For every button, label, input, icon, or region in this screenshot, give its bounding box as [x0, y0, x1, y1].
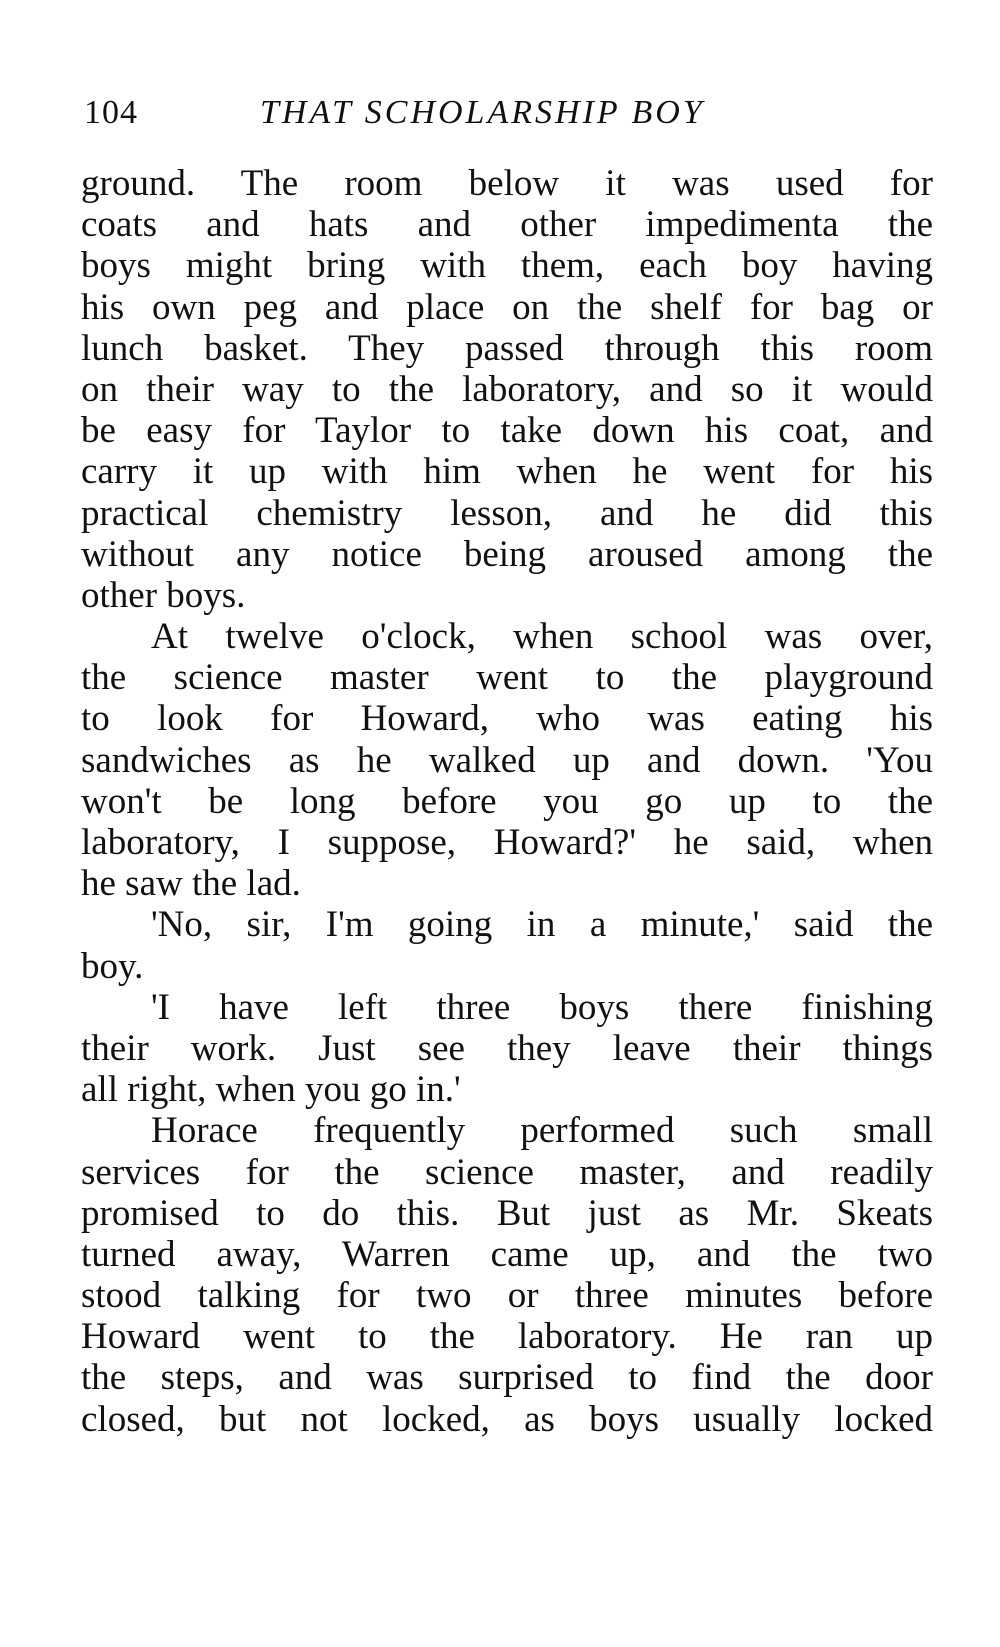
- text-line: sandwiches as he walked up and down. 'You: [81, 739, 933, 781]
- text-line: without any notice being aroused among the: [81, 533, 933, 575]
- text-line: Howard went to the laboratory. He ran up: [81, 1316, 933, 1358]
- text-line: coats and hats and other impedimenta the: [81, 204, 933, 246]
- text-line: 'I have left three boys there finishing: [151, 986, 933, 1028]
- text-line: their work. Just see they leave their things: [81, 1027, 933, 1069]
- text-line: 'No, sir, I'm going in a minute,' said the: [151, 904, 933, 946]
- text-line: the science master went to the playground: [81, 657, 933, 699]
- text-line: stood talking for two or three minutes before: [81, 1275, 933, 1317]
- text-line: all right, when you go in.': [81, 1069, 461, 1111]
- text-line: other boys.: [81, 574, 246, 616]
- text-line: practical chemistry lesson, and he did this: [81, 492, 933, 534]
- text-line: carry it up with him when he went for his: [81, 451, 933, 493]
- page-header: [84, 88, 934, 138]
- text-line: services for the science master, and readily: [81, 1151, 933, 1193]
- text-line: boys might bring with them, each boy having: [81, 245, 933, 287]
- text-line: Horace frequently performed such small: [151, 1110, 933, 1152]
- running-title: THAT SCHOLARSHIP BOY: [260, 94, 705, 131]
- text-line: to look for Howard, who was eating his: [81, 698, 933, 740]
- page-number: 104: [84, 94, 138, 131]
- text-line: lunch basket. They passed through this room: [81, 327, 933, 369]
- body-text: [81, 163, 933, 1440]
- text-line: on their way to the laboratory, and so it would: [81, 368, 933, 410]
- text-line: he saw the lad.: [81, 863, 301, 905]
- text-line: At twelve o'clock, when school was over,: [151, 616, 933, 658]
- text-line: boy.: [81, 945, 144, 987]
- text-line: won't be long before you go up to the: [81, 780, 933, 822]
- text-line: laboratory, I suppose, Howard?' he said, when: [81, 822, 933, 863]
- text-line: closed, but not locked, as boys usually locked: [81, 1398, 933, 1440]
- text-line: promised to do this. But just as Mr. Skeats: [81, 1192, 933, 1234]
- text-line: turned away, Warren came up, and the two: [81, 1233, 933, 1275]
- text-line: ground. The room below it was used for: [81, 163, 933, 204]
- text-line: be easy for Taylor to take down his coat, and: [81, 410, 933, 452]
- text-line: the steps, and was surprised to find the door: [81, 1357, 933, 1399]
- text-line: his own peg and place on the shelf for bag or: [81, 286, 933, 328]
